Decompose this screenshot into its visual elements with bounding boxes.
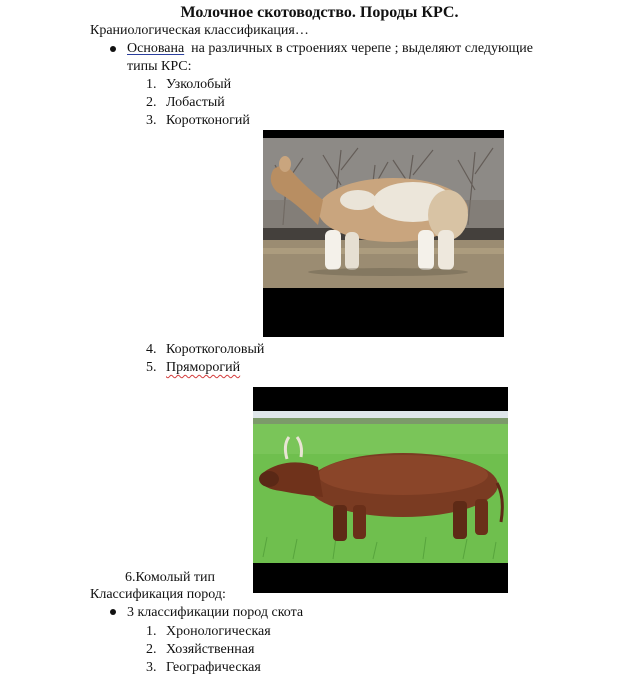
list-label: Хозяйственная: [166, 642, 255, 657]
list-number: 1.: [146, 624, 157, 639]
list-item: [146, 112, 250, 129]
document-title: Молочное скотоводство. Породы КРС.: [180, 4, 459, 21]
list-label: Короткоголовый: [166, 342, 265, 357]
bullet-text-rest: на различных в строениях черепе ; выделяют следующие: [184, 41, 533, 56]
bullet-icon: [110, 609, 116, 615]
bullet-text: 3 классификации пород скота: [127, 605, 304, 620]
list-label: Пряморогий: [166, 360, 241, 375]
bullet-icon: [110, 46, 116, 52]
section-heading-breeds: Классификация пород:: [90, 587, 226, 602]
underlined-word: Основана: [127, 41, 185, 56]
bullet-text-line1: [127, 40, 533, 57]
list-number: 3.: [146, 113, 157, 128]
list-label: Лобастый: [166, 95, 225, 110]
list-item: [146, 641, 254, 658]
list-number: 1.: [146, 77, 157, 92]
list-number: 3.: [146, 660, 157, 675]
list-item: [146, 76, 231, 93]
list-number: 5.: [146, 360, 157, 375]
list-item: [146, 659, 261, 676]
list-number: 4.: [146, 342, 157, 357]
list-item: [146, 359, 240, 376]
list-label: Хронологическая: [166, 624, 271, 639]
list-item: [146, 341, 264, 358]
list-label: Географическая: [166, 660, 261, 675]
list-item: [146, 94, 225, 111]
cow-photo-short-legged: [263, 130, 504, 337]
bullet-text-line2: типы КРС:: [127, 59, 192, 74]
list-number: 2.: [146, 95, 157, 110]
list-number: 2.: [146, 642, 157, 657]
list-item-polled-type: 6.Комолый тип: [125, 570, 216, 585]
list-label: Узколобый: [166, 77, 232, 92]
list-item: [146, 623, 271, 640]
bull-photo-red-polled: [253, 387, 508, 593]
list-label: Коротконогий: [166, 113, 250, 128]
section-heading-craniological: Краниологическая классификация…: [90, 23, 309, 38]
